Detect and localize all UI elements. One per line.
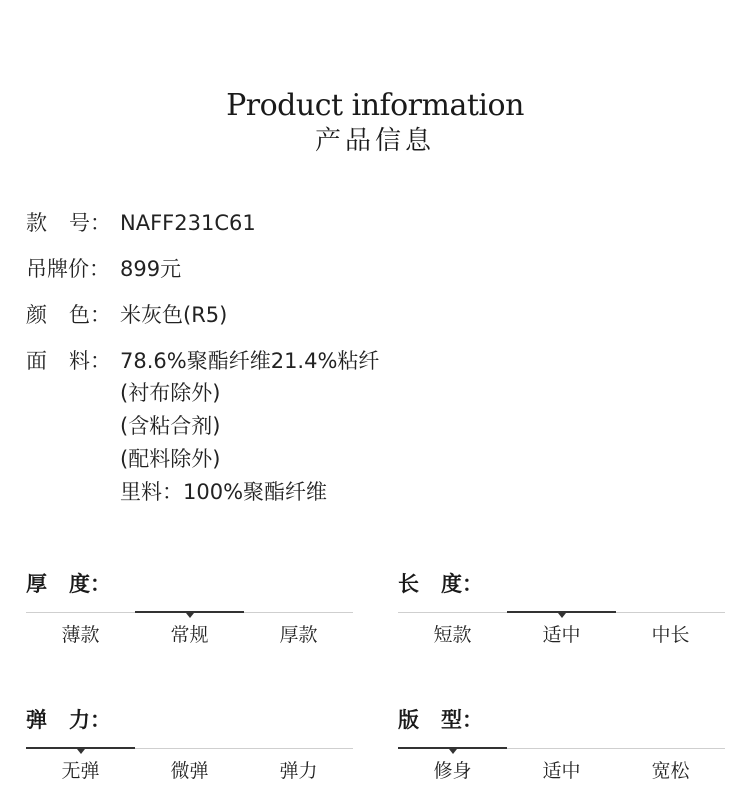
triangle-down-icon [186,613,194,618]
option-label: 无弹 [61,760,100,782]
fabric-line: (配料除外) [120,447,221,471]
option-label: 微弹 [170,760,209,782]
label-part: 款 [26,211,47,235]
option-label: 中长 [651,624,690,646]
fabric-line: (含粘合剂) [120,414,221,438]
label-part: 号： [69,211,111,235]
label-part: 型： [441,708,483,732]
label-part: 色： [69,303,111,327]
label-part: 版 [398,708,419,732]
triangle-down-icon [77,749,85,754]
label-part: 颜 [26,303,47,327]
color-label [26,302,120,328]
title-chinese: 产品信息 [314,126,435,156]
elasticity-scale [26,748,353,750]
label-part: 度： [69,572,111,596]
length-options [398,622,725,648]
option-label: 适中 [542,624,581,646]
option-label: 适中 [542,760,581,782]
style-number-value: NAFF231C61 [120,211,256,235]
fit-scale [398,748,725,750]
fabric-row [26,348,379,509]
thickness-options [26,622,353,648]
style-number-label [26,210,120,236]
product-info [26,210,379,529]
label-part: 力： [69,708,111,732]
fabric-line: 78.6%聚酯纤维21.4%粘纤 [120,349,380,373]
color-value: 米灰色(R5) [120,303,228,327]
option-label: 短款 [433,624,472,646]
option-label: 修身 [433,760,472,782]
triangle-down-icon [449,749,457,754]
label-part: 面 [26,349,47,373]
thickness-scale [26,612,353,614]
style-number-row [26,210,379,236]
label-part: 长 [398,572,419,596]
option-label: 厚款 [279,624,318,646]
price-label: 吊牌价： [26,257,110,281]
label-part: 弹 [26,708,47,732]
label-part: 度： [441,572,483,596]
option-label: 薄款 [61,624,100,646]
option-label: 宽松 [651,760,690,782]
scale-selected-marker [135,611,244,613]
scale-selected-marker [507,611,616,613]
label-part: 料： [69,349,111,373]
fabric-values [120,348,379,509]
label-part: 厚 [26,572,47,596]
triangle-down-icon [558,613,566,618]
option-label: 弹力 [279,760,318,782]
thickness-attribute [26,570,353,648]
thickness-title [26,570,353,598]
fabric-line: 里料：100%聚酯纤维 [120,480,328,504]
scale-selected-marker [26,747,135,749]
fabric-line: (衬布除外) [120,381,221,405]
fabric-label [26,348,120,374]
length-attribute [398,570,725,648]
fit-options [398,758,725,784]
elasticity-attribute [26,706,353,784]
elasticity-options [26,758,353,784]
price-row [26,256,379,282]
scale-selected-marker [398,747,507,749]
fit-title [398,706,725,734]
price-value: 899元 [120,257,182,281]
length-title [398,570,725,598]
length-scale [398,612,725,614]
option-label: 常规 [170,624,209,646]
color-row [26,302,379,328]
elasticity-title [26,706,353,734]
title-english: Product information [226,88,524,123]
fit-attribute [398,706,725,784]
